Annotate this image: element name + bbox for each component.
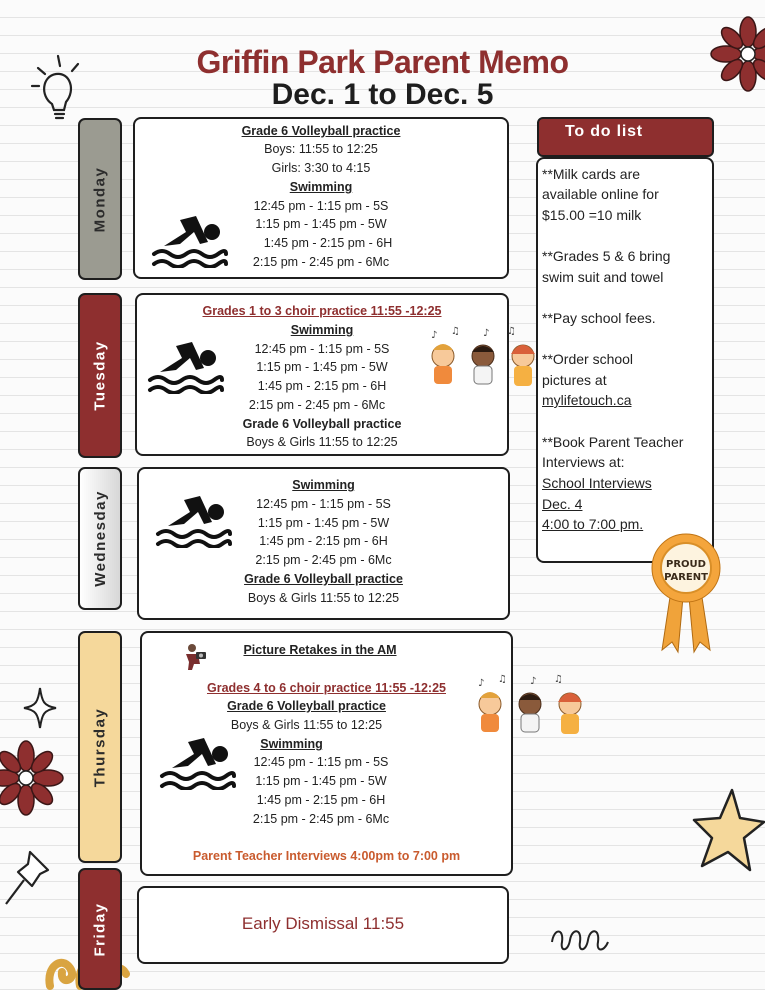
badge-line-2: PARENT bbox=[664, 572, 708, 583]
thursday-volleyball: Grade 6 Volleyball practice bbox=[227, 699, 386, 713]
thursday-volleyball-time: Boys & Girls 11:55 to 12:25 bbox=[230, 718, 383, 732]
monday-swim-slot: 1:15 pm - 1:45 pm - 5W bbox=[255, 217, 387, 231]
friday-dismissal: Early Dismissal 11:55 bbox=[241, 914, 405, 933]
todo-line: Dec. 4 bbox=[542, 496, 583, 512]
tab-monday: Monday bbox=[78, 118, 122, 280]
tab-friday: Friday bbox=[78, 868, 122, 990]
tuesday-swim-slot: 1:15 pm - 1:45 pm - 5W bbox=[256, 360, 388, 374]
singing-kids-icon bbox=[472, 674, 590, 746]
thursday-swim-slot: 1:15 pm - 1:45 pm - 5W bbox=[255, 774, 387, 788]
svg-text:♪: ♪ bbox=[530, 676, 537, 687]
proud-parent-badge bbox=[648, 524, 724, 656]
todo-line: **Pay school fees. bbox=[542, 310, 656, 326]
pushpin-icon bbox=[0, 846, 56, 916]
page-title: Griffin Park Parent Memo bbox=[196, 44, 569, 80]
thursday-swim-slot: 2:15 pm - 2:45 pm - 6Mc bbox=[252, 812, 390, 826]
school-interviews-link[interactable]: School Interviews bbox=[542, 475, 652, 491]
svg-text:♫: ♫ bbox=[507, 326, 516, 337]
wednesday-volleyball-time: Boys & Girls 11:55 to 12:25 bbox=[247, 591, 400, 605]
todo-line: 4:00 to 7:00 pm. bbox=[542, 516, 644, 532]
monday-girls: Girls: 3:30 to 4:15 bbox=[271, 161, 371, 175]
tuesday-swimming: Swimming bbox=[290, 323, 354, 337]
monday-boys: Boys: 11:55 to 12:25 bbox=[264, 142, 378, 156]
monday-swim-slot: 12:45 pm - 1:15 pm - 5S bbox=[253, 199, 389, 213]
coil-icon bbox=[548, 922, 612, 956]
svg-text:♫: ♫ bbox=[451, 326, 460, 337]
todo-line: Interviews at: bbox=[542, 454, 625, 470]
tuesday-volleyball-time: Boys & Girls 11:55 to 12:25 bbox=[246, 435, 398, 449]
todo-line: swim suit and towel bbox=[542, 269, 664, 285]
tuesday-swim-slot: 1:45 pm - 2:15 pm - 6H bbox=[257, 379, 387, 393]
wednesday-swim-slot: 12:45 pm - 1:15 pm - 5S bbox=[256, 497, 391, 511]
lifetouch-link[interactable]: mylifetouch.ca bbox=[542, 392, 632, 408]
singing-kids-icon bbox=[425, 326, 543, 398]
sparkle-icon bbox=[22, 686, 58, 730]
date-range: Dec. 1 to Dec. 5 bbox=[271, 78, 494, 111]
todo-header: To do list bbox=[537, 117, 714, 157]
thursday-interviews: Parent Teacher Interviews 4:00pm to 7:00 pm bbox=[192, 849, 461, 863]
thursday-swimming: Swimming bbox=[260, 737, 323, 751]
monday-swim-slot: 2:15 pm - 2:45 pm - 6Mc bbox=[252, 255, 390, 269]
tab-wednesday: Wednesday bbox=[78, 467, 122, 610]
wednesday-swimming: Swimming bbox=[292, 478, 355, 492]
flower-icon bbox=[0, 738, 64, 818]
todo-line: pictures at bbox=[542, 372, 607, 388]
thursday-swim-slot: 12:45 pm - 1:15 pm - 5S bbox=[253, 755, 389, 769]
todo-line: **Book Parent Teacher bbox=[542, 434, 684, 450]
svg-text:♪: ♪ bbox=[483, 328, 490, 339]
svg-text:♪: ♪ bbox=[478, 678, 485, 689]
star-icon bbox=[692, 786, 765, 876]
svg-text:♫: ♫ bbox=[554, 674, 563, 685]
monday-swim-slot: 1:45 pm - 2:15 pm - 6H bbox=[263, 236, 393, 250]
monday-swimming: Swimming bbox=[289, 180, 353, 194]
wednesday-swim-slot: 1:15 pm - 1:45 pm - 5W bbox=[257, 516, 390, 530]
badge-line-1: PROUD bbox=[666, 559, 706, 570]
wednesday-swim-slot: 2:15 pm - 2:45 pm - 6Mc bbox=[255, 553, 392, 567]
thursday-choir: Grades 4 to 6 choir practice 11:55 -12:25 bbox=[206, 681, 446, 695]
tuesday-swim-slot: 2:15 pm - 2:45 pm - 6Mc bbox=[248, 398, 386, 412]
tab-thursday: Thursday bbox=[78, 631, 122, 863]
svg-text:♪: ♪ bbox=[431, 330, 438, 341]
tuesday-choir: Grades 1 to 3 choir practice 11:55 -12:25 bbox=[202, 304, 442, 318]
monday-volleyball: Grade 6 Volleyball practice bbox=[241, 124, 401, 138]
todo-line: **Milk cards are bbox=[542, 166, 641, 182]
tuesday-volleyball: Grade 6 Volleyball practice bbox=[242, 417, 402, 431]
wednesday-swim-slot: 1:45 pm - 2:15 pm - 6H bbox=[259, 534, 388, 548]
todo-line: **Grades 5 & 6 bring bbox=[542, 248, 671, 264]
thursday-retakes: Picture Retakes in the AM bbox=[243, 643, 397, 657]
thursday-swim-slot: 1:45 pm - 2:15 pm - 6H bbox=[256, 793, 386, 807]
tab-tuesday: Tuesday bbox=[78, 293, 122, 458]
tuesday-swim-slot: 12:45 pm - 1:15 pm - 5S bbox=[254, 342, 390, 356]
todo-line: available online for bbox=[542, 186, 659, 202]
svg-text:♫: ♫ bbox=[498, 674, 507, 685]
todo-line: **Order school bbox=[542, 351, 634, 367]
todo-line: $15.00 =10 milk bbox=[542, 207, 642, 223]
wednesday-volleyball: Grade 6 Volleyball practice bbox=[244, 572, 403, 586]
